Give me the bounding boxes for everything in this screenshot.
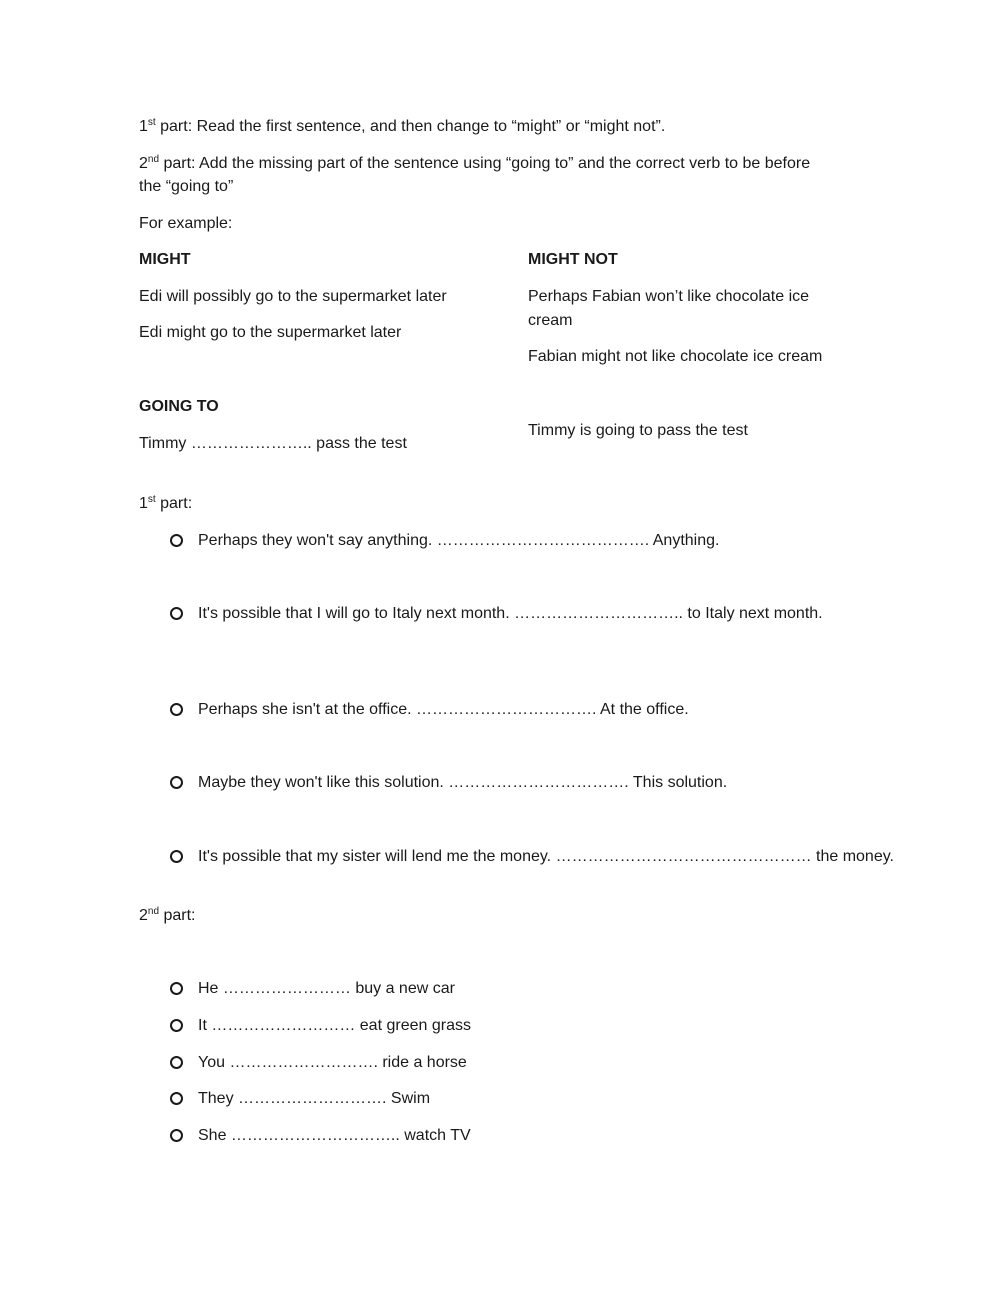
bullet-icon [170,1129,183,1142]
part1-item: Perhaps they won't say anything. …………………………………. Anything. [198,532,720,549]
ordinal: 2 [139,155,148,172]
part-label: part: [159,907,196,924]
part1-heading [139,494,192,514]
might-not-example-original-line1: Perhaps Fabian won’t like chocolate ice [528,288,810,305]
bullet-icon [170,850,183,863]
instruction-part1 [139,117,665,137]
ordinal-suffix: nd [147,906,160,917]
might-example-answer: Edi might go to the supermarket later [139,324,402,341]
bullet-icon [170,703,183,716]
bullet-icon [170,607,183,620]
part2-item: He …………………… buy a new car [198,980,455,997]
going-to-heading: GOING TO [139,398,219,415]
part1-item: Maybe they won't like this solution. ……………………………. This solution. [198,774,728,791]
might-not-example-answer: Fabian might not like chocolate ice cream [528,348,823,365]
ordinal: 1 [139,495,148,512]
part2-heading [139,906,196,926]
bullet-icon [170,1019,183,1032]
for-example-label: For example: [139,215,233,232]
part1-item: It's possible that I will go to Italy next month. ………………………….. to Italy next month. [198,605,823,622]
ordinal-suffix: st [147,117,156,128]
might-example-original: Edi will possibly go to the supermarket later [139,288,447,305]
part1-item: It's possible that my sister will lend me the money. ………………………………………… the money. [198,848,894,865]
might-not-heading: MIGHT NOT [528,251,618,268]
instruction-part2-line1 [139,154,810,174]
might-heading: MIGHT [139,251,191,268]
part-label: part: [155,495,193,512]
ordinal-suffix: nd [147,154,160,165]
part1-item: Perhaps she isn't at the office. ……………………………. At the office. [198,701,689,718]
bullet-icon [170,776,183,789]
part2-item: You ………………………. ride a horse [198,1054,467,1071]
bullet-icon [170,534,183,547]
ordinal: 1 [139,118,148,135]
bullet-icon [170,982,183,995]
bullet-icon [170,1092,183,1105]
instruction-part2-line2: the “going to” [139,178,234,195]
bullet-icon [170,1056,183,1069]
part2-item: She ………………………….. watch TV [198,1127,471,1144]
going-to-example-prompt: Timmy ………………….. pass the test [139,435,407,452]
part2-item: They ………………………. Swim [198,1090,431,1107]
instruction-text: part: Add the missing part of the sentence using “going to” and the correct verb to be before [159,155,811,172]
part2-item: It ……………………… eat green grass [198,1017,471,1034]
instruction-text: part: Read the first sentence, and then change to “might” or “might not”. [155,118,666,135]
might-not-example-original-line2: cream [528,312,573,329]
ordinal-suffix: st [147,494,156,505]
ordinal: 2 [139,907,148,924]
going-to-example-answer: Timmy is going to pass the test [528,422,748,439]
